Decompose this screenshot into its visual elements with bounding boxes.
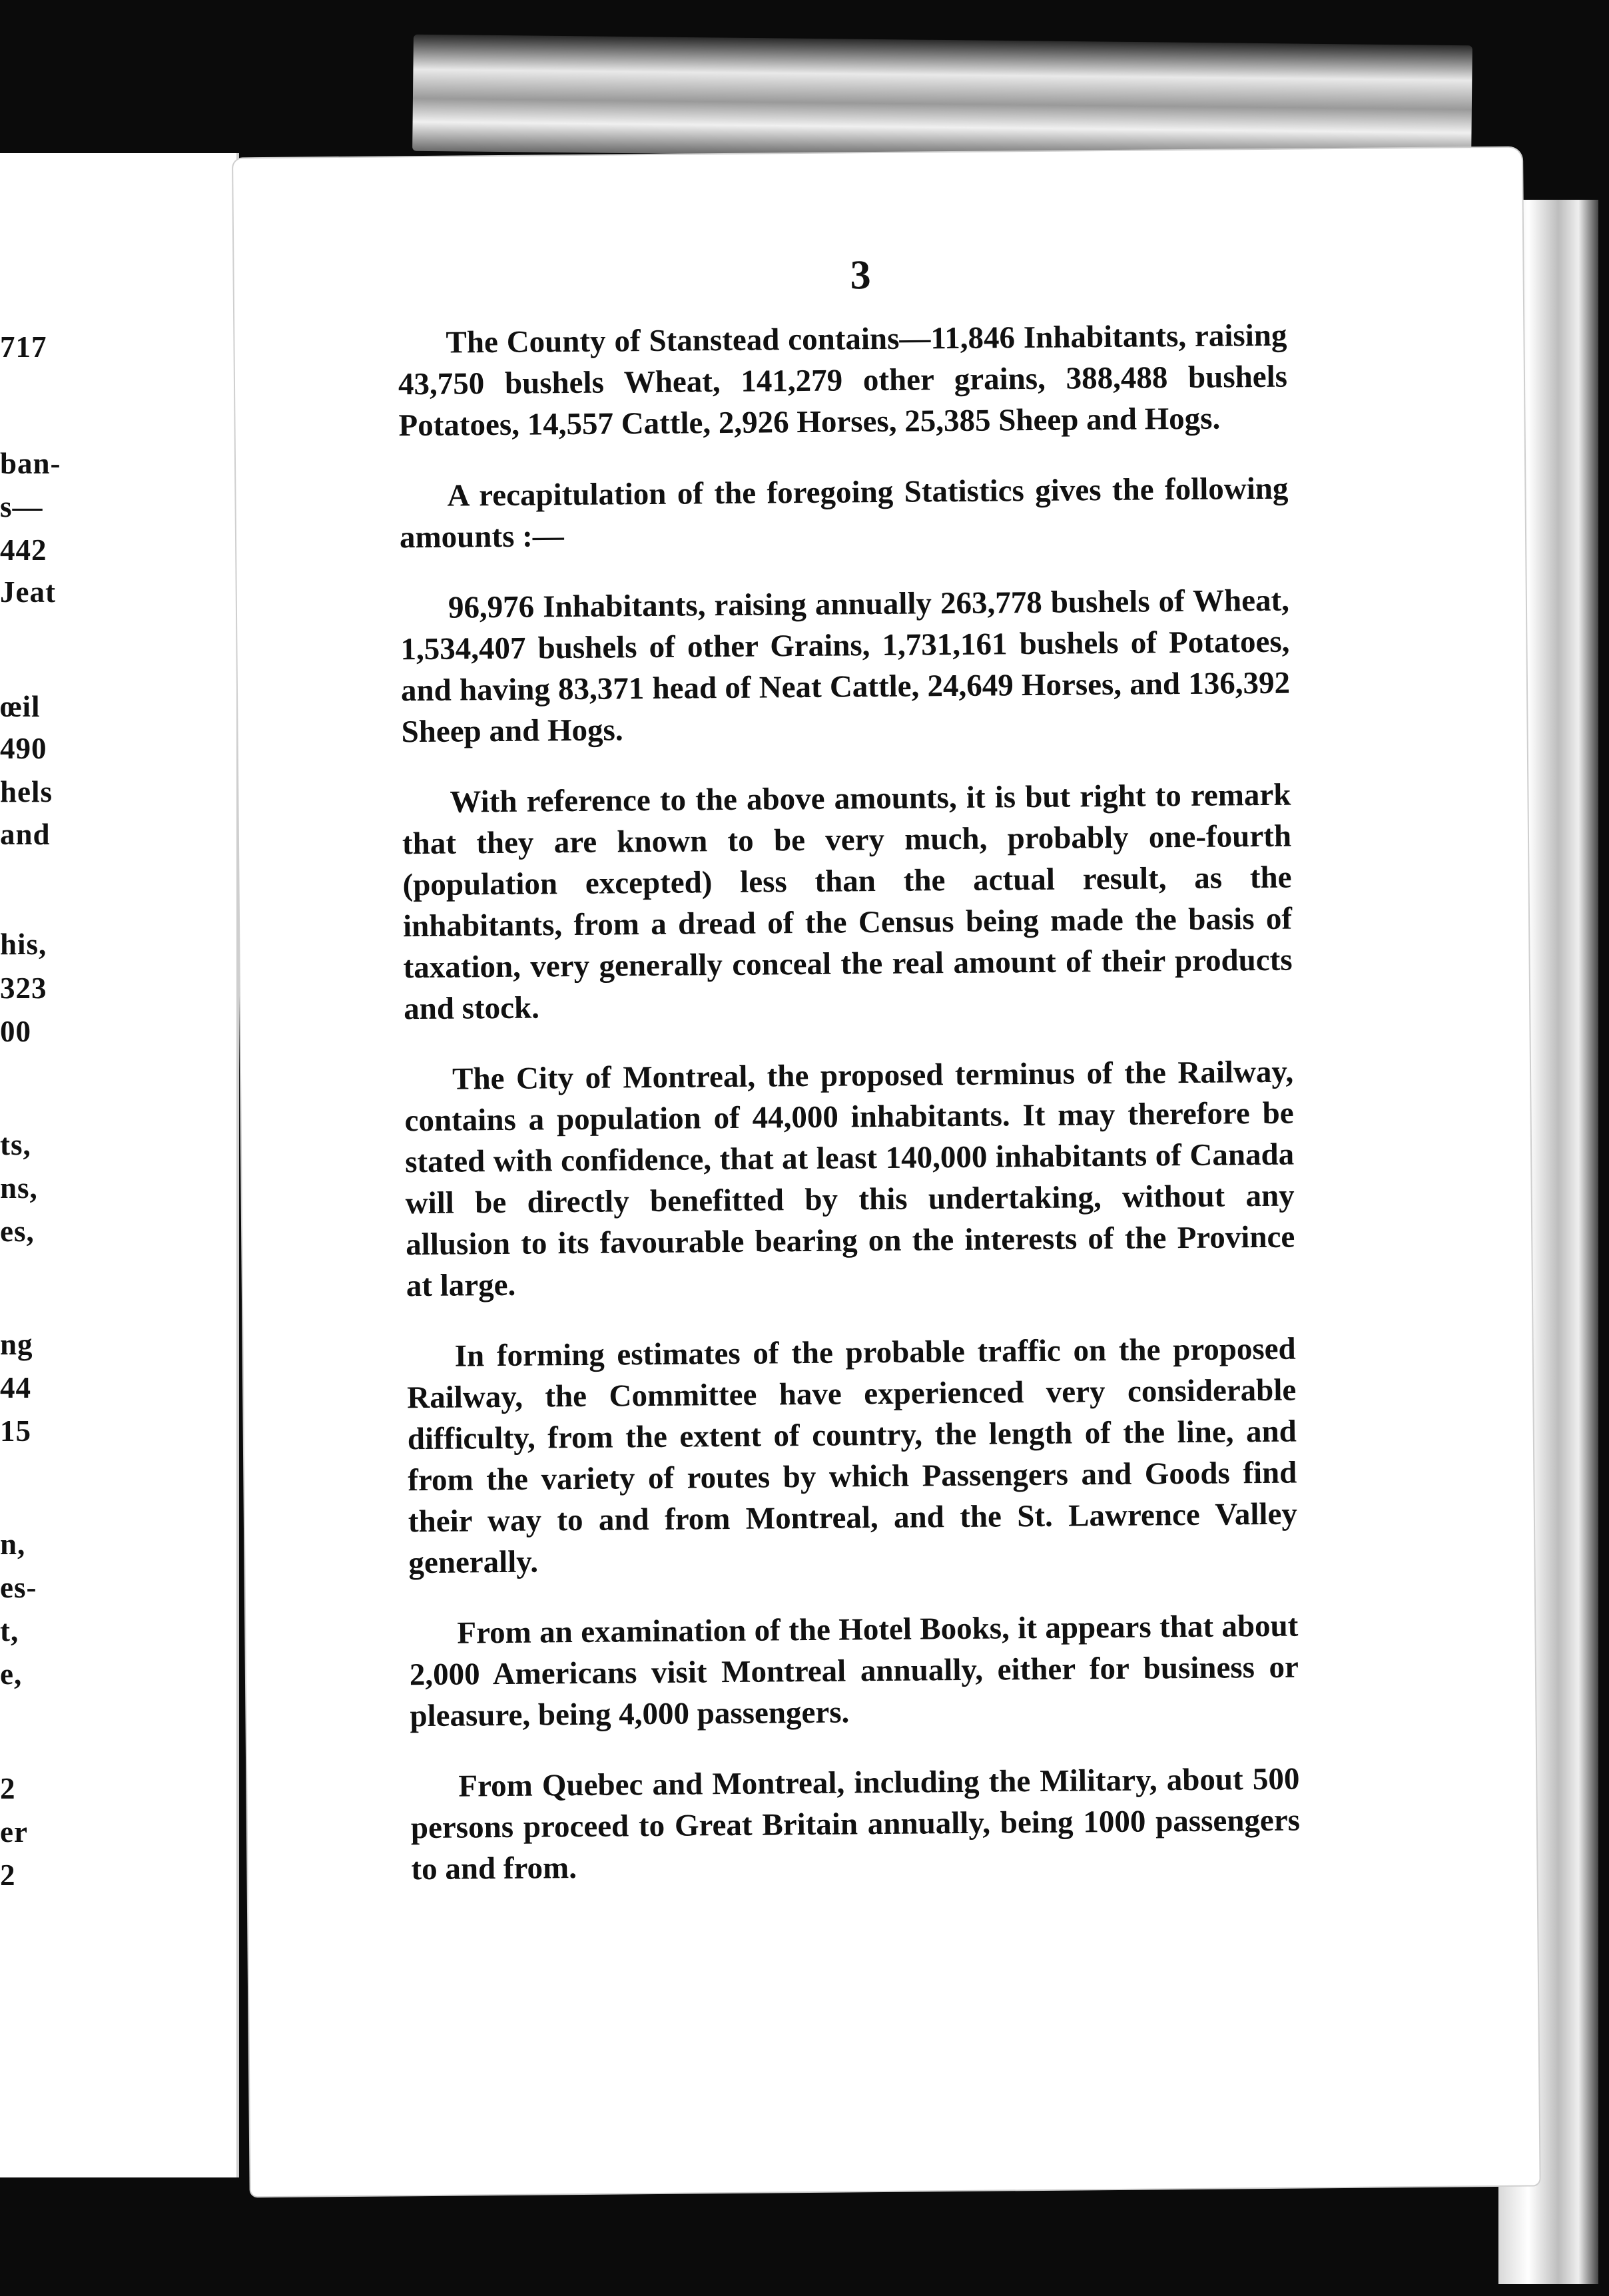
left-fragment: 442 <box>0 533 47 567</box>
paragraph-great-britain: From Quebec and Montreal, including the Military, about 500 persons proceed to Great Britain annually, being 1000 passengers to and from. <box>410 1761 1301 1887</box>
left-fragment: 2 <box>0 1772 16 1805</box>
left-fragment: ns, <box>0 1171 38 1205</box>
left-fragment: er <box>0 1815 28 1849</box>
left-fragment: hels <box>0 775 53 808</box>
left-fragment: n, <box>0 1528 26 1561</box>
left-fragment: his, <box>0 928 47 961</box>
right-page <box>233 148 1540 2197</box>
left-fragment: s— <box>0 490 43 523</box>
page-number: 3 <box>850 252 871 298</box>
book-top-edge <box>412 35 1472 162</box>
left-fragment: 2 <box>0 1859 16 1892</box>
left-fragment: Jeat <box>0 575 56 609</box>
page-body <box>398 315 1301 1920</box>
paragraph-hotel-books: From an examination of the Hotel Books, it appears that about 2,000 Americans visit Montreal annually, either for business or pleasure, being 4,000 passengers. <box>409 1608 1299 1734</box>
left-fragment: œil <box>0 690 41 723</box>
left-fragment: 15 <box>0 1414 31 1448</box>
left-fragment: 44 <box>0 1371 31 1404</box>
left-fragment: and <box>0 818 51 851</box>
paragraph-recapitulation-intro: A recapitulation of the foregoing Statistics gives the following amounts :— <box>399 471 1289 555</box>
left-fragment: ng <box>0 1328 33 1361</box>
left-fragment: es- <box>0 1571 37 1604</box>
paragraph-recapitulation-totals: 96,976 Inhabitants, raising annually 263,778 bushels of Wheat, 1,534,407 bushels of other Grains, 1,731,161 bushels of Potatoes, and having 83,371 head of Neat Cattle, 24,649 Horses, and 136,392 Sheep and Hogs. <box>400 583 1291 750</box>
left-fragment: e, <box>0 1657 23 1691</box>
left-fragment: 717 <box>0 330 47 364</box>
left-fragment: 490 <box>0 732 47 765</box>
paragraph-stanstead: The County of Stanstead contains—11,846 Inhabitants, raising 43,750 bushels Wheat, 141,279 other grains, 388,488 bushels Potatoes, 14,557 Cattle, 2,926 Horses, 25,385 Sheep and Hogs. <box>398 318 1288 443</box>
left-fragment: ts, <box>0 1128 31 1161</box>
left-fragment: t, <box>0 1614 19 1647</box>
left-page-fragments <box>0 153 236 2177</box>
paragraph-traffic-estimates: In forming estimates of the probable traffic on the proposed Railway, the Committee have experienced very considerable difficulty, from the extent of country, the length of the line, and from the variety of routes by which Passengers and Goods find their way to and from Montreal, and the St. Lawrence Valley generally. <box>407 1331 1298 1581</box>
paragraph-census-remark: With reference to the above amounts, it is but right to remark that they are known to be very much, probably one-fourth (population excepted) less than the actual result, as the inhabitants, from a dread of the Census being made the basis of taxation, very generally conceal the real amount of their products and stock. <box>402 777 1293 1027</box>
left-fragment: 323 <box>0 972 47 1005</box>
left-fragment: es, <box>0 1215 35 1248</box>
paragraph-montreal: The City of Montreal, the proposed terminus of the Railway, contains a population of 44,000 inhabitants. It may therefore be stated with confidence, that at least 140,000 inhabitants of Canada will be directly benefitted by this undertaking, without any allusion to its favourable bearing on the interests of the Province at large. <box>404 1054 1295 1304</box>
left-page <box>0 153 239 2177</box>
left-fragment: 00 <box>0 1015 31 1048</box>
left-fragment: ban- <box>0 447 61 480</box>
